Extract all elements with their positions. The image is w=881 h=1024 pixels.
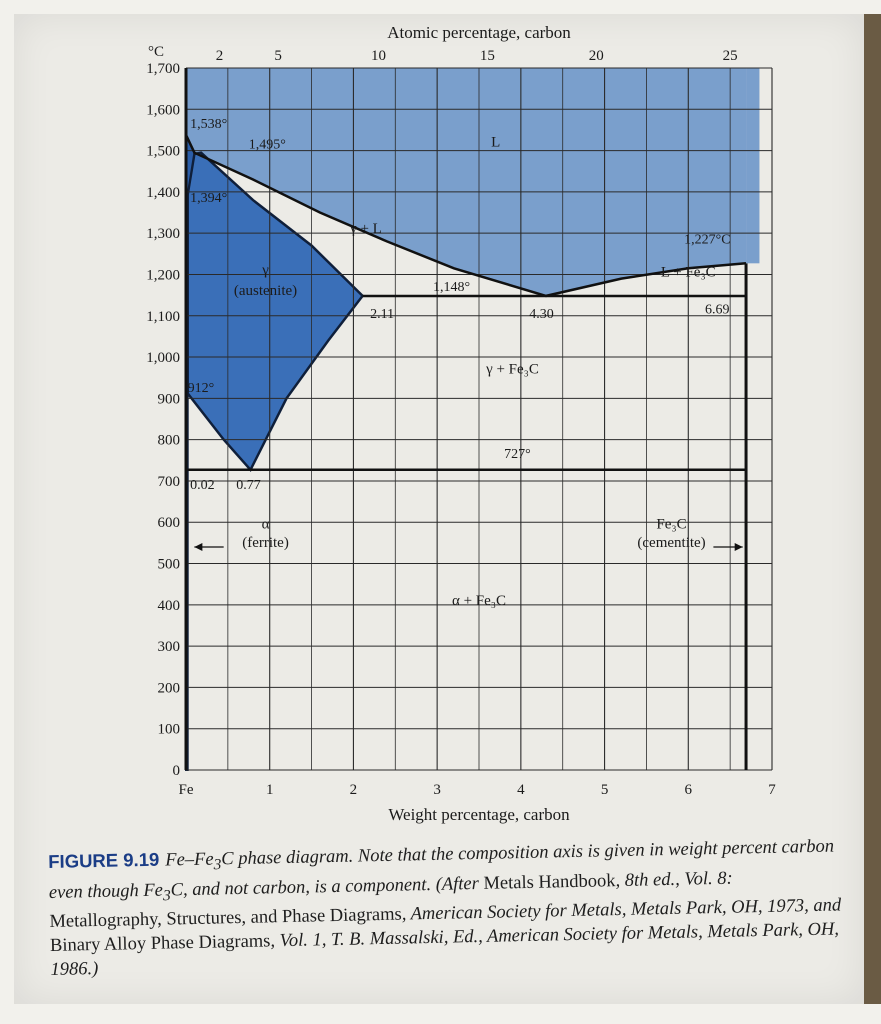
y-tick-label: 1,200 (146, 267, 180, 284)
y-tick-label: 300 (157, 639, 180, 656)
x-tick-label: 6 (684, 782, 693, 798)
region-label: L (491, 134, 501, 151)
x-tick-label: 7 (768, 782, 776, 798)
y-tick-label: 700 (157, 473, 180, 490)
region-label: γ + L (350, 221, 382, 238)
point-annotation: 6.69 (705, 302, 730, 318)
y-tick-label: 1,700 (146, 61, 180, 77)
point-annotation: 727° (504, 447, 531, 463)
point-annotation: 1,394° (190, 191, 228, 207)
region-label: (cementite) (637, 535, 706, 552)
region-label: γ (262, 262, 269, 279)
y-tick-label: 900 (157, 391, 180, 408)
top-axis-label: Atomic percentage, carbon (387, 23, 571, 42)
point-annotation: 1,148° (432, 279, 471, 295)
region-label: γ + Fe₃C (486, 361, 539, 378)
x-tick-label: 2 (349, 782, 358, 798)
point-annotation: 2.11 (370, 306, 395, 322)
top-tick-label: 2 (215, 48, 224, 64)
y-tick-label: 1,400 (146, 184, 180, 201)
figure-label: FIGURE 9.19 (48, 848, 160, 872)
point-annotation: 1,227°C (684, 232, 731, 248)
top-tick-label: 20 (588, 48, 604, 64)
region-label: (austenite) (233, 283, 298, 300)
top-tick-label: 10 (371, 48, 387, 64)
top-tick-label: 5 (274, 48, 282, 64)
x-axis-label: Weight percentage, carbon (388, 805, 570, 824)
x-tick-label: 3 (433, 782, 441, 798)
point-annotation: 4.30 (529, 306, 554, 322)
x-tick-label: 1 (265, 782, 274, 798)
ferrite-arrowhead (194, 543, 202, 551)
y-axis-unit-label: °C (147, 44, 165, 60)
y-tick-label: 600 (157, 515, 180, 532)
figure-caption: FIGURE 9.19 $Fe-Fe_3C$ phase diagram. Note that the composition axis is given in weight percent carbon even though $Fe_3C$, and not carbon, is a component. (After Metals Handbook, 8th ed., Vol. 8: Metallography, Structures, and Phase Diagrams, American Society for Metals, Metals Park, OH, 1973, and Binary Alloy Phase Diagrams, Vol. 1, T. B. Massalski, Ed., American Society for Metals, Metals Park, OH, 1986.) (48, 836, 842, 981)
top-tick-label: 15 (479, 48, 495, 64)
region-label: (ferrite) (242, 535, 289, 552)
region-label: L + Fe₃C (660, 264, 716, 281)
y-tick-label: 100 (157, 721, 180, 738)
top-tick-label: 25 (722, 48, 738, 64)
y-tick-label: 1,600 (146, 102, 180, 119)
point-annotation: 912° (187, 381, 215, 397)
point-annotation: 1,538° (190, 116, 228, 132)
x-tick-label: 4 (517, 782, 525, 798)
point-annotation: 0.77 (236, 478, 261, 494)
y-tick-label: 1,000 (146, 350, 180, 367)
y-tick-label: 500 (157, 556, 180, 573)
region-label: α (261, 516, 270, 533)
y-tick-label: 1,100 (146, 308, 180, 325)
liquid-region-right (746, 68, 759, 263)
y-tick-label: 1,500 (146, 143, 180, 160)
y-tick-label: 0 (172, 763, 180, 779)
y-tick-label: 1,300 (146, 226, 180, 243)
y-tick-label: 800 (157, 432, 180, 449)
y-tick-label: 200 (157, 680, 180, 697)
y-tick-label: 400 (157, 597, 180, 614)
point-annotation: 1,495° (248, 137, 286, 153)
region-label: Fe₃C (656, 516, 687, 533)
x-tick-label: Fe (178, 782, 194, 798)
region-label: α + Fe₃C (451, 592, 507, 609)
x-tick-label: 5 (600, 782, 609, 798)
point-annotation: 0.02 (190, 478, 215, 494)
cementite-arrowhead (735, 543, 743, 551)
